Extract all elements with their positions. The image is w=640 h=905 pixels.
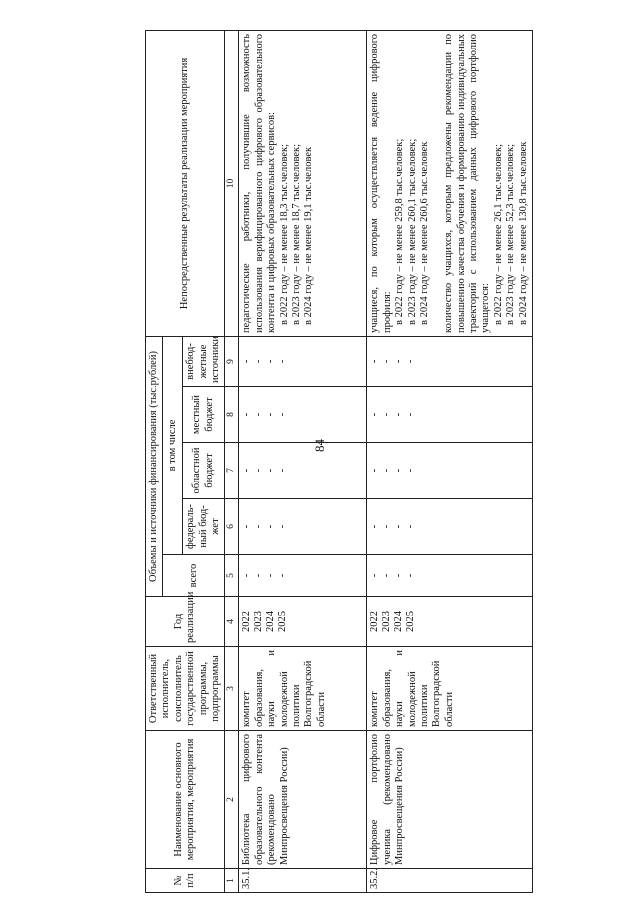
row-total: [239, 555, 367, 597]
year: 2024: [265, 611, 277, 632]
col-number: 6: [225, 499, 239, 555]
value-dash: -: [277, 524, 289, 529]
result-text: в 2023 году – не менее 260,1 тыс.человек;: [406, 138, 418, 325]
value-dash: -: [393, 573, 405, 578]
header-funding: Объемы и источники финансирования (тыс.рублей): [146, 336, 163, 596]
value-dash: -: [381, 573, 393, 578]
value-dash: -: [405, 468, 417, 473]
result-text: учащиеся, по которым осуществляется ведение цифрового профиля:: [369, 33, 393, 333]
col-number: 2: [225, 731, 239, 869]
header-num: № п/п: [146, 869, 225, 893]
value-dash: -: [393, 359, 405, 364]
row-federal: [367, 499, 533, 555]
value-dash: -: [369, 573, 381, 578]
value-dash: -: [253, 524, 265, 529]
row-regional: [367, 443, 533, 499]
value-dash: -: [277, 573, 289, 578]
value-dash: -: [405, 524, 417, 529]
value-dash: -: [405, 412, 417, 417]
value-dash: -: [241, 359, 253, 364]
value-dash: -: [265, 524, 277, 529]
row-executor: комитет образования, науки и молодежной политики Волгоградской области: [239, 647, 367, 731]
result-text: количество учащихся, которым предложены рекомендации по повышению качества обучения и формированию индивидуальных траекторий с использованием данных цифрового портфолио учащегося:: [443, 33, 492, 333]
value-dash: -: [277, 468, 289, 473]
value-dash: -: [253, 359, 265, 364]
value-dash: -: [405, 573, 417, 578]
result-text: в 2023 году – не менее 52,3 тыс.человек;: [505, 143, 517, 325]
row-extra: [367, 336, 533, 386]
value-dash: -: [253, 412, 265, 417]
result-text: педагогические работники, получившие возможность использования верифицированного цифрового образовательного контента и цифровых образовательных сервисов:: [241, 33, 278, 333]
column-number-row: [225, 30, 239, 892]
col-number: 8: [225, 387, 239, 443]
year: 2024: [393, 611, 405, 632]
header-name: Наименование основного мероприятия, мероприятия: [146, 731, 225, 869]
row-number: 35.1.: [239, 869, 367, 893]
result-text: в 2022 году – не менее 259,8 тыс.человек;: [394, 138, 406, 325]
result-text: в 2023 году – не менее 18,7 тыс.человек;: [290, 143, 302, 325]
header-federal: федераль-ный бюд-жет: [183, 499, 225, 555]
row-executor: комитет образования, науки и молодежной политики Волгоградской области: [367, 647, 533, 731]
value-dash: -: [405, 359, 417, 364]
year: 2023: [253, 611, 265, 632]
header-total: всего: [163, 555, 225, 597]
result-text: в 2024 году – не менее 260,6 тыс.человек: [418, 141, 430, 325]
row-extra: [239, 336, 367, 386]
value-dash: -: [393, 412, 405, 417]
value-dash: -: [241, 573, 253, 578]
col-number: 3: [225, 647, 239, 731]
value-dash: -: [381, 412, 393, 417]
value-dash: -: [265, 573, 277, 578]
result-text: в 2024 году – не менее 19,1 тыс.человек: [303, 146, 315, 325]
row-years: [239, 597, 367, 647]
header-regional: областной бюджет: [183, 443, 225, 499]
header-results: Непосредственные результаты реализации мероприятия: [146, 30, 225, 336]
value-dash: -: [241, 524, 253, 529]
value-dash: -: [393, 468, 405, 473]
year: 2025: [277, 611, 289, 632]
col-number: 5: [225, 555, 239, 597]
value-dash: -: [265, 359, 277, 364]
header-including: в том числе: [163, 336, 183, 554]
row-results: [239, 30, 367, 336]
result-text: в 2024 году – не менее 130,8 тыс.человек: [517, 141, 529, 325]
row-number: 35.2.: [367, 869, 533, 893]
result-text: в 2022 году – не менее 26,1 тыс.человек;: [492, 143, 504, 325]
page-number: 84: [312, 439, 327, 452]
program-table: [145, 30, 533, 893]
row-regional: [239, 443, 367, 499]
value-dash: -: [241, 412, 253, 417]
value-dash: -: [381, 524, 393, 529]
value-dash: -: [265, 412, 277, 417]
table-row: [239, 30, 367, 892]
header-executor: Ответственный исполнитель, соисполнитель государственной программы, подпрограммы: [146, 647, 225, 731]
value-dash: -: [277, 412, 289, 417]
value-dash: -: [369, 468, 381, 473]
row-name: Библиотека цифрового образовательного контента (рекомендовано Минпросвещения России): [239, 731, 367, 869]
value-dash: -: [381, 359, 393, 364]
value-dash: -: [241, 468, 253, 473]
year: 2022: [369, 611, 381, 632]
col-number: 4: [225, 597, 239, 647]
year: 2022: [241, 611, 253, 632]
value-dash: -: [253, 468, 265, 473]
rotated-table-sheet: [145, 31, 565, 893]
value-dash: -: [253, 573, 265, 578]
result-text: в 2022 году – не менее 18,3 тыс.человек;: [278, 143, 290, 325]
row-federal: [239, 499, 367, 555]
row-name: Цифровое портфолио ученика (рекомендовано Минпросвещения России): [367, 731, 533, 869]
value-dash: -: [393, 524, 405, 529]
row-years: [367, 597, 533, 647]
row-local: [367, 387, 533, 443]
table-row: [367, 30, 533, 892]
col-number: 10: [225, 30, 239, 336]
value-dash: -: [369, 412, 381, 417]
year: 2023: [381, 611, 393, 632]
row-total: [367, 555, 533, 597]
value-dash: -: [277, 359, 289, 364]
value-dash: -: [369, 524, 381, 529]
header-year: Год реализации: [146, 597, 225, 647]
header-extra: внебюд-жетные источники: [183, 336, 225, 386]
year: 2025: [405, 611, 417, 632]
value-dash: -: [381, 468, 393, 473]
value-dash: -: [369, 359, 381, 364]
col-number: 1: [225, 869, 239, 893]
row-local: [239, 387, 367, 443]
col-number: 9: [225, 336, 239, 386]
row-results: [367, 30, 533, 336]
header-local: местный бюджет: [183, 387, 225, 443]
value-dash: -: [265, 468, 277, 473]
col-number: 7: [225, 443, 239, 499]
